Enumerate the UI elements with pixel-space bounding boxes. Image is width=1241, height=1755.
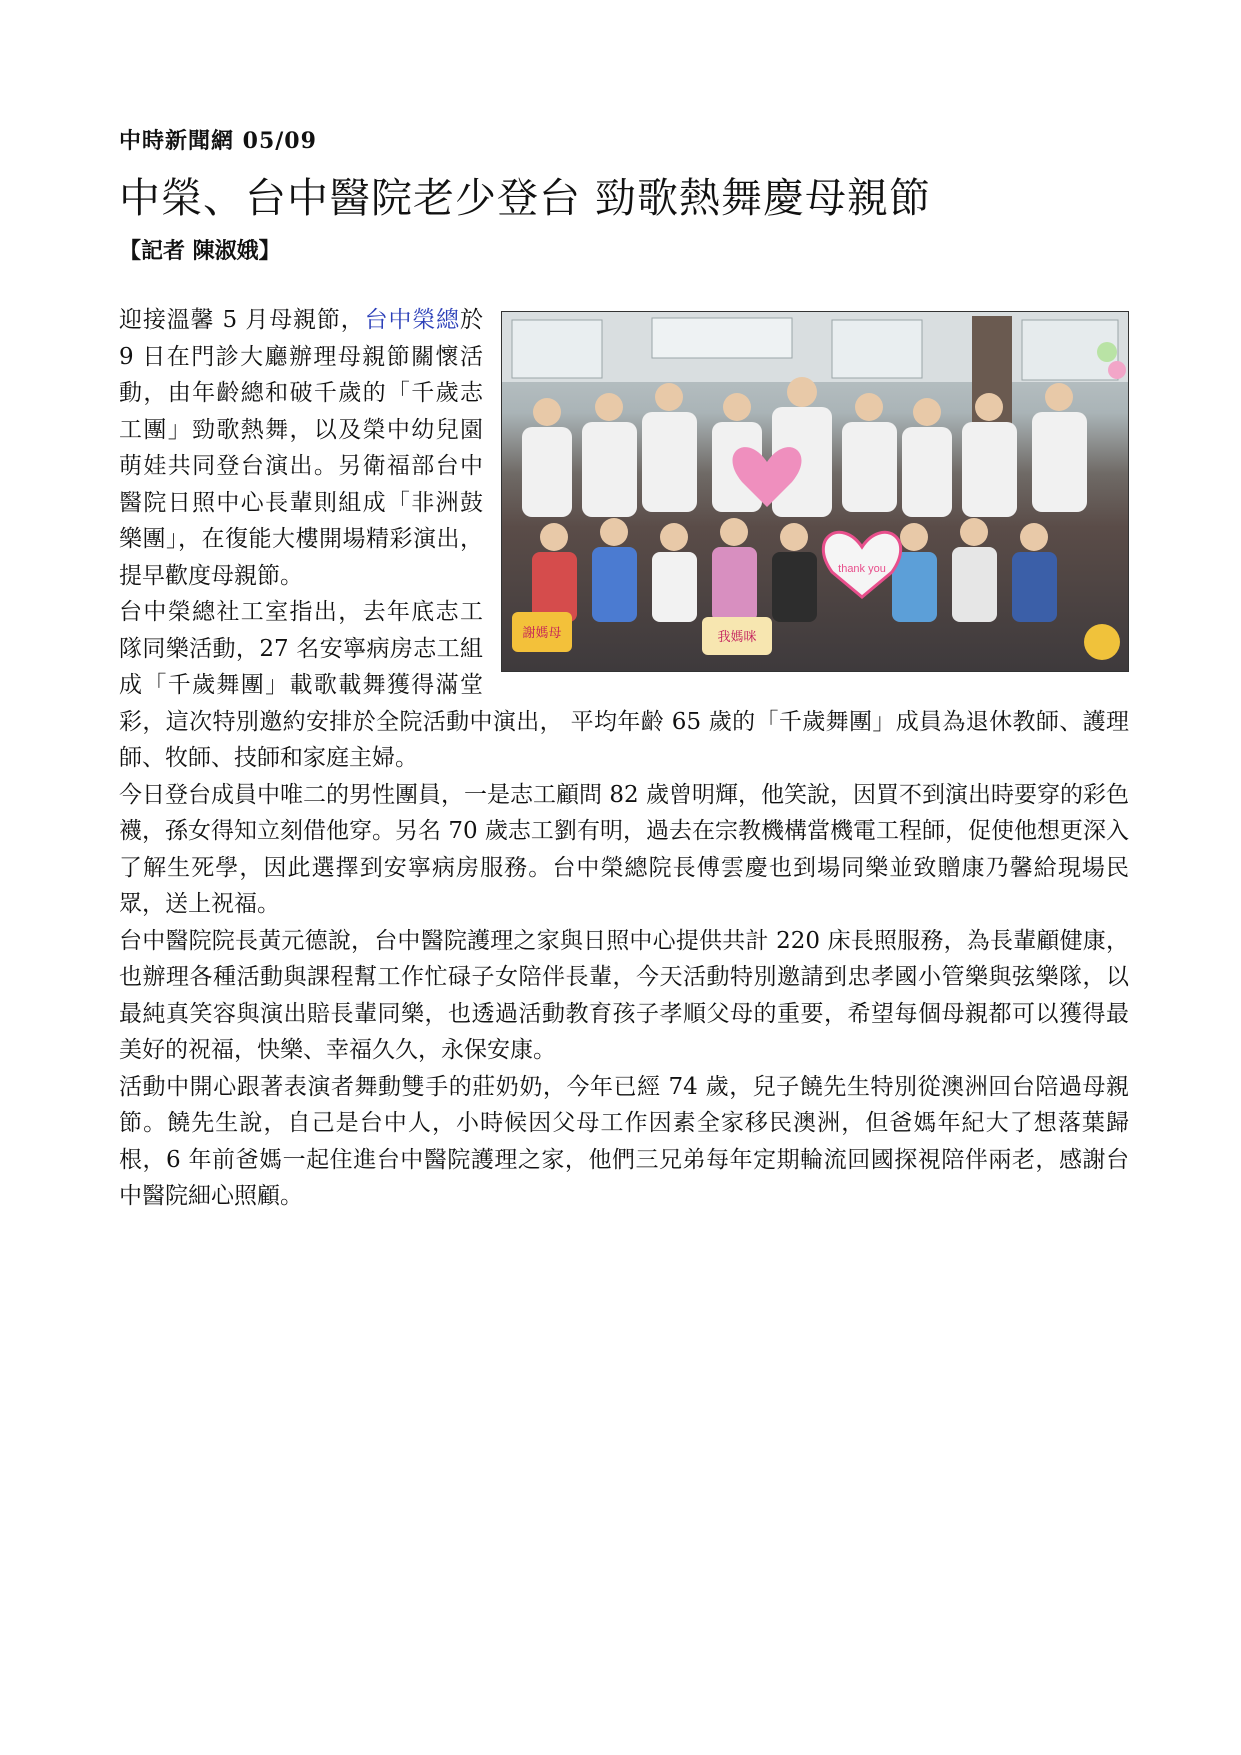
heart-prop-text: thank you xyxy=(838,563,886,575)
reporter-byline: 【記者 陳淑娥】 xyxy=(119,238,281,264)
article-paragraph-2: 台中榮總社工室指出，去年底志工隊同樂活動，27 名安寧病房志工組成「千歲舞團」載歌載舞獲得滿堂彩，這次特別邀約安排於全院活動中演出， 平均年齡 65 歲的「千歲舞團」成員為退休教師、護理師、牧師、技師和家庭主婦。 xyxy=(119,599,1129,771)
photo-window-left xyxy=(512,320,602,378)
news-source-date: 中時新聞網 05/09 xyxy=(119,128,317,154)
article-paragraph-1-lead: 迎接溫馨 5 月母親節， xyxy=(119,307,365,333)
balloon-green xyxy=(1097,342,1117,362)
photo-window-center xyxy=(652,318,792,358)
article-body xyxy=(119,302,1129,1215)
balloon-pink xyxy=(1108,361,1126,379)
article-paragraph-5: 活動中開心跟著表演者舞動雙手的莊奶奶，今年已經 74 歲，兒子饒先生特別從澳洲回台陪過母親節。饒先生說，自己是台中人，小時候因父母工作因素全家移民澳洲，但爸媽年紀大了想落葉歸根，6 年前爸媽一起住進台中醫院護理之家，他們三兄弟每年定期輪流回國探視陪伴兩老，感謝台中醫院細心照顧。 xyxy=(119,1073,1129,1209)
event-photo xyxy=(501,311,1129,672)
article-paragraph-3: 今日登台成員中唯二的男性團員，一是志工顧問 82 歲曾明輝，他笑說，因買不到演出時要穿的彩色襪，孫女得知立刻借他穿。另名 70 歲志工劉有明，過去在宗教機構當機電工程師，促使他想更深入了解生死學，因此選擇到安寧病房服務。台中榮總院長傅雲慶也到場同樂並致贈康乃馨給現場民眾，送上祝福。 xyxy=(119,781,1129,917)
hospital-link[interactable]: 台中榮總 xyxy=(364,307,461,333)
article-paragraph-4: 台中醫院院長黃元德說，台中醫院護理之家與日照中心提供共計 220 床長照服務，為長輩顧健康，也辦理各種活動與課程幫工作忙碌子女陪伴長輩，今天活動特別邀請到忠孝國小管樂與弦樂隊，以最純真笑容與演出賠長輩同樂，也透過活動教育孩子孝順父母的重要，希望每個母親都可以獲得最美好的祝福，快樂、幸福久久，永保安康。 xyxy=(119,927,1129,1063)
sign-right-text: 我媽咪 xyxy=(717,630,757,645)
article-paragraph-1-rest: 於 9 日在門診大廳辦理母親節關懷活動，由年齡總和破千歲的「千歲志工團」勁歌熱舞，以及榮中幼兒園萌娃共同登台演出。另衛福部台中醫院日照中心長輩則組成「非洲鼓樂團」，在復能大樓開場精彩演出，提早歡度母親節。 xyxy=(119,307,484,589)
photo-window-right xyxy=(832,320,922,378)
article-headline: 中榮、台中醫院老少登台 勁歌熱舞慶母親節 xyxy=(119,174,932,222)
yellow-balloon xyxy=(1084,624,1120,660)
sign-left-text: 謝媽母 xyxy=(522,626,562,641)
event-photo-illustration xyxy=(502,312,1128,671)
